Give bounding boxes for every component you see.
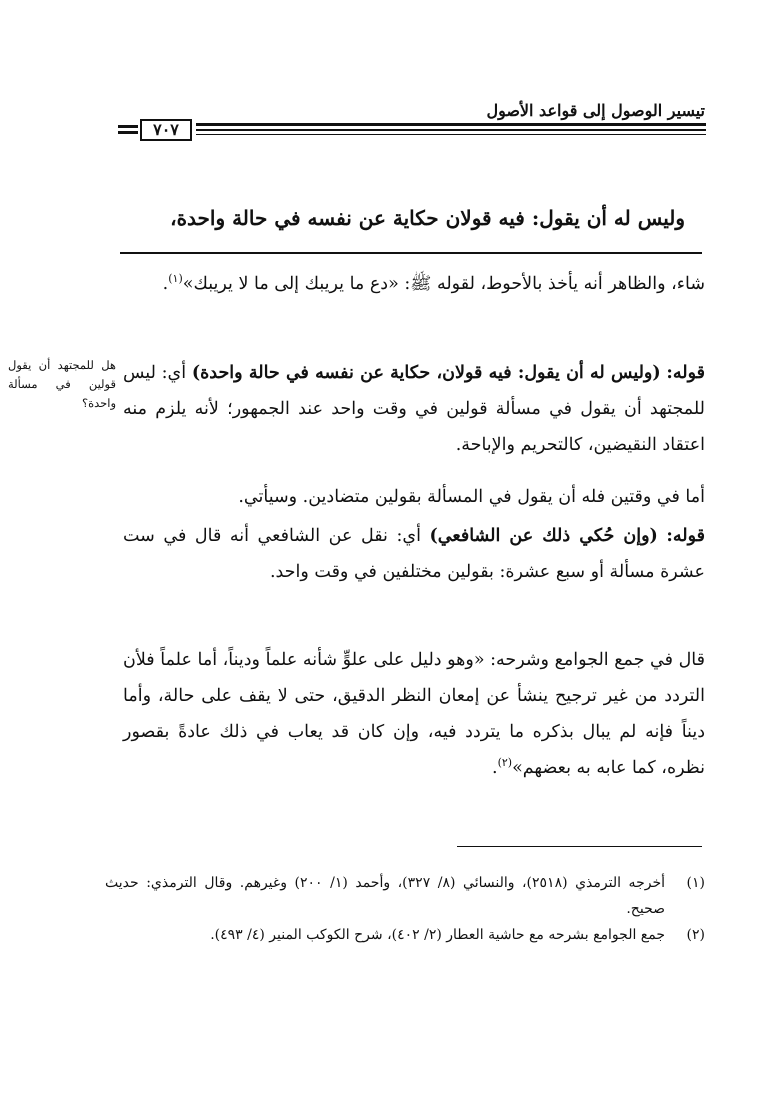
paragraph-text: قال في جمع الجوامع وشرحه: «وهو دليل على علوٍّ شأنه علماً وديناً، أما علماً فلأن التردد من غير ترجيح ينشأ عن إمعان النظر الدقيق، حتى لا يقف على حالة، وأما ديناً فإنه لم يبال بذكره ما يتردد فيه، وإن كان قد يعاب في ذلك عادةً بقصور نظره، كما عابه به بعضهم» (123, 650, 705, 778)
footnote (105, 870, 705, 922)
paragraph-end: . (491, 758, 498, 778)
matn-separator (120, 252, 702, 254)
footnote-number: (١) (686, 875, 705, 891)
header-rule (118, 125, 138, 128)
commentary-paragraph (123, 518, 705, 590)
paragraph-text: أي: نقل عن الشافعي أنه قال في ست عشرة مسألة أو سبع عشرة: بقولين مختلفين في وقت واحد. (123, 526, 705, 582)
header-rule (196, 123, 706, 126)
commentary-paragraph (123, 479, 705, 515)
quoted-matn: (وإن حُكي ذلك عن الشافعي) (429, 526, 658, 546)
quoted-matn: (وليس له أن يقول: فيه قولان، حكاية عن نفسه في حالة واحدة) (191, 363, 661, 383)
lead-word: قوله: (666, 526, 705, 546)
footnote (105, 922, 705, 948)
commentary-paragraph (123, 642, 705, 786)
footnote-text: جمع الجوامع بشرحه مع حاشية العطار (٢/ ٤٠٢)، شرح الكوكب المنير (٤/ ٤٩٣). (210, 927, 665, 943)
header-rule (118, 131, 138, 134)
footnote-text: أخرجه الترمذي (٢٥١٨)، والنسائي (٨/ ٣٢٧)، وأحمد (١/ ٢٠٠) وغيرهم. وقال الترمذي: حديث صحيح. (105, 875, 665, 917)
commentary-paragraph (123, 266, 705, 302)
header-rule (196, 134, 706, 135)
paragraph-text: شاء، والظاهر أنه يأخذ بالأحوط، لقوله ﷺ: «دع ما يريبك إلى ما لا يريبك» (182, 274, 705, 294)
paragraph-text: أي: ليس للمجتهد أن يقول في مسألة قولين في وقت واحد عند الجمهور؛ لأنه يلزم منه اعتقاد النقيضين، كالتحريم والإباحة. (123, 363, 705, 455)
commentary-paragraph (123, 355, 705, 463)
footnote-marker: (٢) (497, 756, 513, 770)
footnote-separator (457, 846, 702, 847)
paragraph-end: . (162, 274, 169, 294)
running-header-title: تيسير الوصول إلى قواعد الأصول (486, 101, 705, 120)
footnote-number: (٢) (686, 927, 705, 943)
matn-text: وليس له أن يقول: فيه قولان حكاية عن نفسه في حالة واحدة، (170, 206, 685, 230)
header-rule (196, 129, 706, 131)
footnotes (105, 870, 705, 948)
page-number: ٧٠٧ (140, 119, 192, 141)
margin-note: هل للمجتهد أن يقول قولين في مسألة واحدة؟ (8, 358, 116, 410)
footnote-marker: (١) (168, 272, 183, 286)
paragraph-text: أما في وقتين فله أن يقول في المسألة بقولين متضادين. وسيأتي. (238, 487, 705, 507)
lead-word: قوله: (666, 363, 705, 383)
